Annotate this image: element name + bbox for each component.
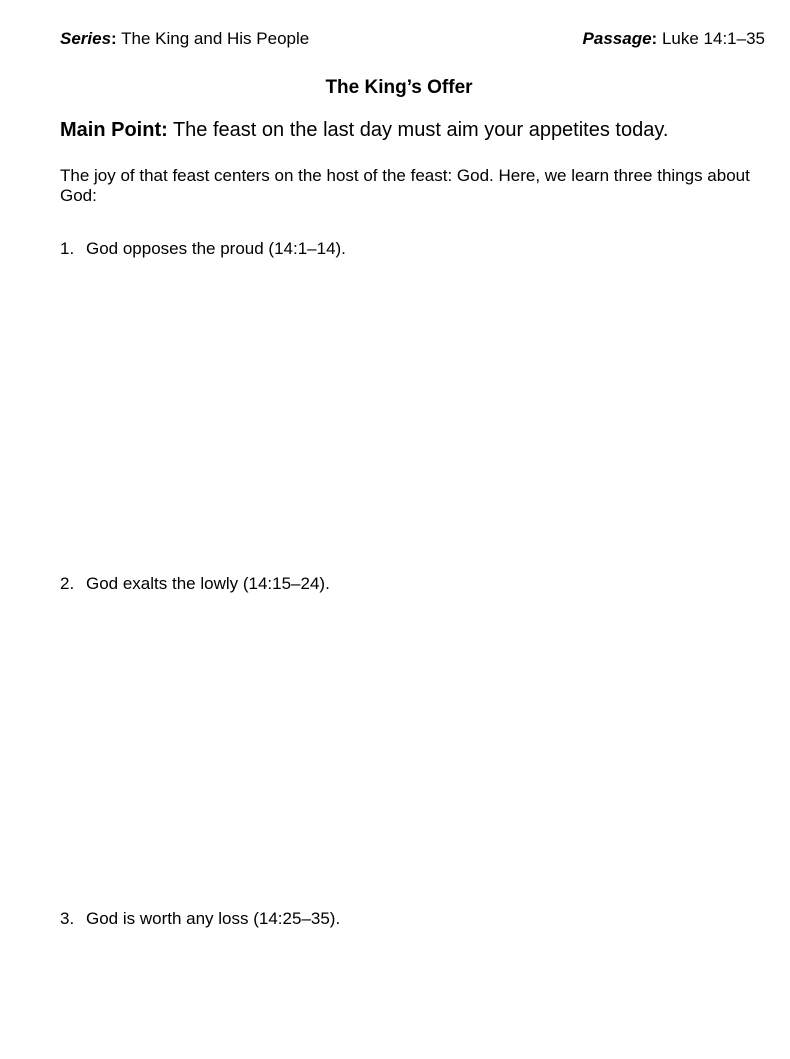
series-label: Series <box>60 29 112 48</box>
point-text: God exalts the lowly (14:15–24). <box>86 574 330 593</box>
main-point-text: The feast on the last day must aim your appetites today. <box>172 119 669 141</box>
series-colon: : <box>111 29 117 48</box>
passage-colon: : <box>651 29 658 48</box>
point-number: 3. <box>60 909 75 928</box>
sermon-title: The King’s Offer <box>325 77 473 98</box>
point-text: God is worth any loss (14:25–35). <box>86 909 341 928</box>
point-text: God opposes the proud (14:1–14). <box>86 239 346 258</box>
main-point <box>60 116 780 144</box>
outline-point-3 <box>60 908 340 930</box>
point-number: 2. <box>60 574 75 593</box>
series-value: The King and His People <box>121 29 310 48</box>
series-line <box>60 27 309 51</box>
main-point-label: Main Point: <box>60 119 168 141</box>
outline-point-2 <box>60 573 330 595</box>
intro-paragraph: The joy of that feast centers on the host of the feast: God. Here, we learn three things about God: <box>60 166 750 205</box>
passage-label: Passage <box>582 29 652 48</box>
outline-point-1 <box>60 238 346 260</box>
passage-value: Luke 14:1–35 <box>661 29 765 48</box>
document-header <box>60 27 765 51</box>
point-number: 1. <box>60 239 75 258</box>
passage-line <box>583 27 765 51</box>
